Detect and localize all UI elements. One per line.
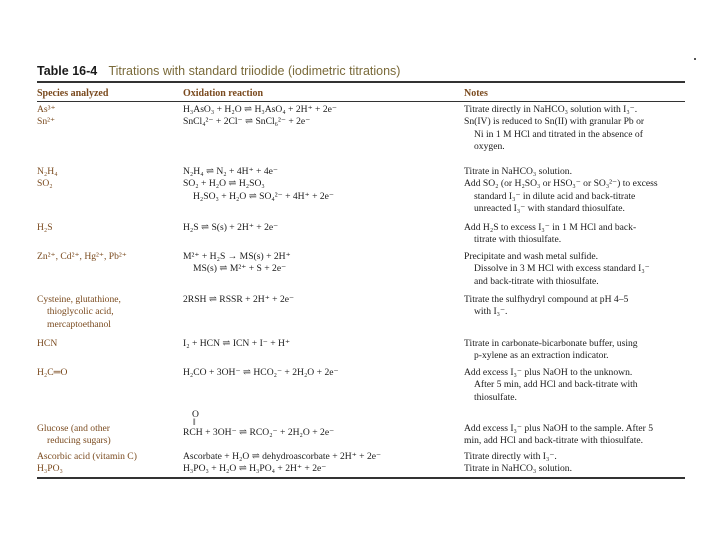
species-cell [37, 104, 182, 129]
species-line: mercaptoethanol [47, 318, 111, 330]
reaction-cell [183, 338, 463, 350]
species-line: Ascorbic acid (vitamin C) [37, 451, 137, 462]
notes-line: Sn(IV) is reduced to Sn(II) with granular Pb or [464, 116, 645, 128]
species-cell [37, 451, 182, 463]
reaction-line: I₂ + HCN ⇌ ICN + I⁻ + H⁺ [183, 338, 291, 349]
reaction-line: N₂H₄ ⇌ N₂ + 4H⁺ + 4e⁻ [183, 166, 278, 177]
reaction-line: 2RSH ⇌ RSSR + 2H⁺ + 2e⁻ [183, 294, 295, 305]
top-rule [37, 81, 685, 83]
notes-line: Add excess I₃⁻ plus NaOH to the sample. After 5 [464, 423, 654, 434]
notes-line: Titrate in NaHCO₃ solution. [464, 166, 572, 177]
notes-line: Titrate in NaHCO₃ solution. [464, 463, 572, 474]
reaction-line: M²⁺ + H₂S → MS(s) + 2H⁺ [183, 251, 291, 262]
species-cell [37, 222, 182, 234]
notes-line: unreacted I₃⁻ with standard thiosulfate. [474, 203, 625, 215]
notes-line: p-xylene as an extraction indicator. [474, 350, 609, 362]
notes-cell [464, 222, 688, 247]
header-notes: Notes [464, 88, 488, 99]
species-cell [37, 367, 182, 379]
reaction-line: Ascorbate + H₂O ⇌ dehydroascorbate + 2H⁺ + 2e⁻ [183, 451, 382, 462]
species-cell [37, 423, 182, 448]
bottom-rule [37, 477, 685, 479]
species-cell [37, 166, 182, 191]
notes-cell [464, 104, 688, 154]
species-line: H₃PO₃ [37, 463, 63, 474]
species-line: N₂H₄ [37, 166, 58, 177]
species-line: As³⁺ [37, 104, 56, 115]
notes-line: thiosulfate. [474, 391, 517, 403]
notes-cell [464, 423, 688, 448]
species-line: H₂S [37, 222, 53, 233]
species-line: Sn²⁺ [37, 116, 56, 128]
notes-line: Dissolve in 3 M HCl with excess standard I₃⁻ [474, 263, 650, 275]
reaction-cell [183, 294, 463, 306]
notes-line: Titrate in carbonate-bicarbonate buffer, using [464, 338, 638, 349]
notes-line: Add excess I₃⁻ plus NaOH to the unknown. [464, 367, 633, 378]
notes-cell [464, 463, 688, 475]
reaction-line: H₂SO₃ + H₂O ⇌ SO₄²⁻ + 4H⁺ + 2e⁻ [193, 190, 334, 202]
reaction-cell [183, 367, 463, 379]
reaction-cell [183, 463, 463, 475]
notes-cell [464, 338, 688, 363]
species-line: Zn²⁺, Cd²⁺, Hg²⁺, Pb²⁺ [37, 251, 127, 262]
species-line: SO₂ [37, 178, 53, 190]
reaction-cell [183, 451, 463, 463]
reaction-line: H₂S ⇌ S(s) + 2H⁺ + 2e⁻ [183, 222, 279, 233]
notes-cell [464, 451, 688, 463]
reaction-line: H₂CO + 3OH⁻ ⇌ HCO₂⁻ + 2H₂O + 2e⁻ [183, 367, 339, 378]
notes-line: Titrate the sulfhydryl compound at pH 4–5 [464, 294, 629, 305]
header-reaction: Oxidation reaction [183, 88, 264, 99]
header-species: Species analyzed [37, 88, 109, 99]
notes-line: standard I₃⁻ in dilute acid and back-titrate [474, 190, 636, 202]
notes-cell [464, 294, 688, 319]
reaction-line: SnCl₄²⁻ + 2Cl⁻ ⇌ SnCl₆²⁻ + 2e⁻ [183, 116, 311, 128]
notes-cell [464, 367, 688, 404]
reaction-cell [183, 166, 463, 203]
reaction-line: SO₂ + H₂O ⇌ H₂SO₃ [183, 178, 265, 190]
notes-line: Add SO₂ (or H₂SO₃ or HSO₃⁻ or SO₃²⁻) to excess [464, 178, 658, 190]
table-title: Titrations with standard triiodide (iodimetric titrations) [108, 64, 401, 78]
reaction-cell [183, 410, 463, 439]
species-line: reducing sugars) [47, 435, 111, 447]
notes-line: Titrate directly with I₃⁻. [464, 451, 557, 462]
table-number: Table 16-4 [37, 64, 98, 78]
reaction-line: MS(s) ⇌ M²⁺ + S + 2e⁻ [193, 263, 287, 275]
notes-line: titrate with thiosulfate. [474, 234, 562, 246]
reaction-cell [183, 251, 463, 276]
reaction-cell [183, 104, 463, 129]
species-line: H₂C═O [37, 367, 68, 378]
notes-cell [464, 166, 688, 216]
species-line: HCN [37, 338, 58, 349]
species-cell [37, 338, 182, 350]
notes-line: Titrate directly in NaHCO₃ solution with I₃⁻. [464, 104, 638, 115]
reaction-line: H₃AsO₃ + H₂O ⇌ H₃AsO₄ + 2H⁺ + 2e⁻ [183, 104, 337, 115]
notes-cell [464, 251, 688, 288]
species-line: Cysteine, glutathione, [37, 294, 121, 305]
species-line: thioglycolic acid, [47, 306, 114, 318]
reaction-line: H₃PO₃ + H₂O ⇌ H₃PO₄ + 2H⁺ + 2e⁻ [183, 463, 327, 474]
species-line: Glucose (and other [37, 423, 110, 434]
species-cell [37, 251, 182, 263]
notes-line: After 5 min, add HCl and back-titrate with [474, 379, 638, 391]
table-caption [37, 64, 697, 78]
notes-line: and back-titrate with thiosulfate. [474, 275, 599, 287]
notes-line: Precipitate and wash metal sulfide. [464, 251, 599, 262]
notes-line: Add H₂S to excess I₃⁻ in 1 M HCl and back- [464, 222, 637, 233]
notes-line: min, add HCl and back-titrate with thiosulfate. [464, 435, 644, 447]
species-cell [37, 294, 182, 331]
notes-line: with I₃⁻. [474, 306, 508, 318]
page-corner-mark [694, 58, 696, 60]
header-rule [37, 101, 685, 102]
species-cell [37, 463, 182, 475]
notes-line: oxygen. [474, 141, 505, 153]
notes-line: Ni in 1 M HCl and titrated in the absence of [474, 128, 643, 140]
reaction-double-bond: ‖ [193, 417, 196, 428]
reaction-line: RCH + 3OH⁻ ⇌ RCO₂⁻ + 2H₂O + 2e⁻ [183, 427, 335, 438]
reaction-carbonyl-oxygen: O [192, 409, 199, 420]
reaction-cell [183, 222, 463, 234]
